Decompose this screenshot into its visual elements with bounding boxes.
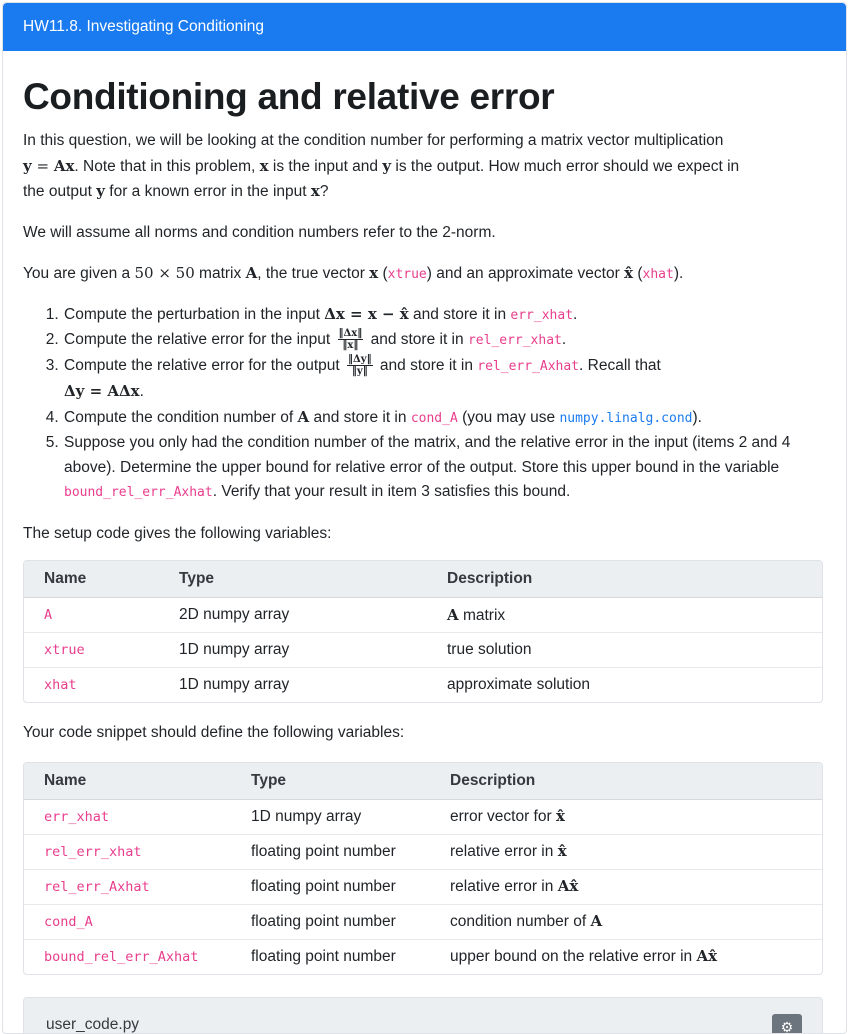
code-panel-header [23,997,823,1034]
task-item-3: 3. Compute the relative error for the output $\frac{‖\Delta y‖}{‖y‖}$ and store it in rel_err_Axhat. Recall that Δy = AΔx. [63,354,826,405]
task-item-2: 2. Compute the relative error for the input $\frac{‖\Delta x‖}{‖x‖}$ and store it in rel_err_xhat. [63,328,826,354]
page-title: Conditioning and relative error [23,75,826,119]
task-list [23,302,826,506]
fraction-output-error: $\frac{‖\Delta y‖}{‖y‖}$ [347,354,373,377]
table-row: xhat 1D numpy array approximate solution [24,668,823,703]
question-title: HW11.8. Investigating Conditioning [23,18,264,36]
task-item-5: 5. Suppose you only had the condition number of the matrix, and the relative error in the input (items 2 and 4 above). Determine the upper bound for relative error of the output. Store this upper bound in the variable bound_rel_err_Axhat. Verify that your result in item 3 satisfies this bound. [63,431,826,506]
define-text: Your code snippet should define the following variables: [23,721,826,746]
question-body [3,75,846,975]
question-card [2,2,847,1034]
intro-paragraph-3: You are given a 50 × 50 matrix A, the true vector x (xtrue) and an approximate vector x̂ (xhat). [23,261,826,288]
define-variables-table [23,762,823,975]
code-filename: user_code.py [46,1016,139,1034]
table-row: rel_err_Axhat floating point number relative error in Ax̂ [24,869,823,904]
define-header-type: Type [231,763,430,800]
xtrue-code: xtrue [388,267,427,282]
setup-header-description: Description [427,561,823,598]
intro-paragraph-2: We will assume all norms and condition numbers refer to the 2-norm. [23,221,826,246]
xhat-code: xhat [643,267,674,282]
table-row: rel_err_xhat floating point number relative error in x̂ [24,834,823,869]
define-header-name: Name [24,763,231,800]
task-item-4: 4. Compute the condition number of A and store it in cond_A (you may use numpy.linalg.cond). [63,405,826,432]
table-row: xtrue 1D numpy array true solution [24,633,823,668]
question-header [3,3,846,51]
gear-icon: ⚙ [781,1019,794,1034]
fraction-input-error: $\frac{‖\Delta x‖}{‖x‖}$ [338,328,364,351]
table-row: cond_A floating point number condition number of A [24,904,823,939]
numpy-cond-link[interactable]: numpy.linalg.cond [559,411,692,426]
setup-header-type: Type [159,561,427,598]
settings-button[interactable] [772,1014,802,1034]
intro-paragraph-1: In this question, we will be looking at the condition number for performing a matrix vector multiplication y = Ax. Note that in this problem, x is the input and y is the output. How much error should we expect in the output y for a known error in the input x? [23,129,826,205]
table-row: bound_rel_err_Axhat floating point number upper bound on the relative error in Ax̂ [24,939,823,974]
table-row: err_xhat 1D numpy array error vector for x̂ [24,799,823,834]
task-item-1: 1. Compute the perturbation in the input Δx = x − x̂ and store it in err_xhat. [63,302,826,329]
setup-header-name: Name [24,561,159,598]
table-row: A 2D numpy array A matrix [24,598,823,633]
setup-text: The setup code gives the following variables: [23,522,826,547]
setup-variables-table [23,560,823,703]
define-header-description: Description [430,763,823,800]
